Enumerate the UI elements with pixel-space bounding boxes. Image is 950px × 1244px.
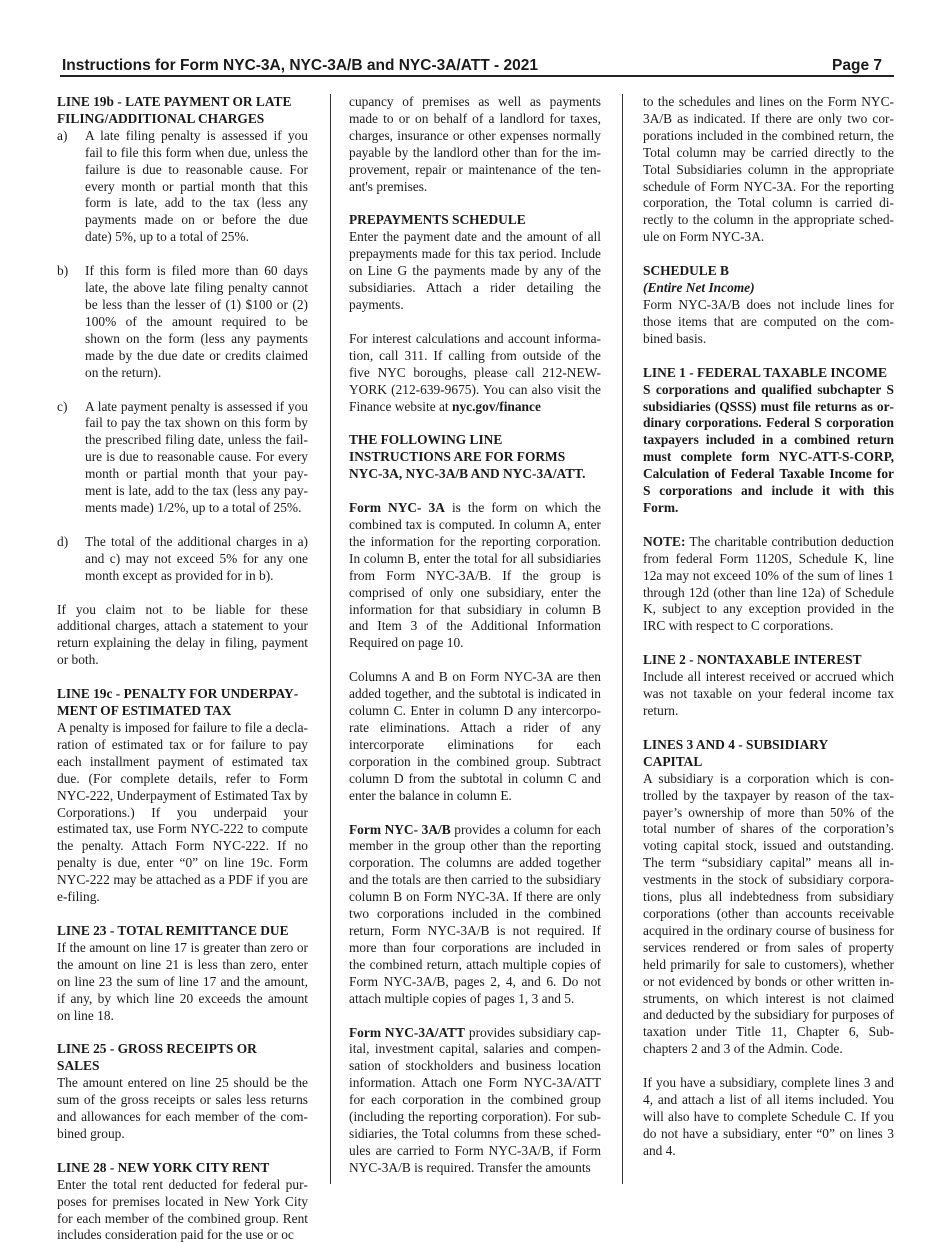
form-3ab-paragraph: Form NYC- 3A/B provides a column for each member in the group other than the reporting corporation. The columns are added together and the totals are then carried to the subsidiary column B on Form NYC-3A. If there are only two corporations included in the combined return, Form NYC-3A/B is not required. If more than four corporations are included in the combined return, attach multiple copies of Form NYC-3A/B, pages 2, 4, and 6. Do not attach multiple copies of pages 1, 3 and 5. xyxy=(349,821,601,1006)
closing-paragraph: If you have a subsidiary, complete lines 3 and 4, and attach a list of all items included. You will also have to complete Schedule C. If you do not have a subsidiary, enter “0” on lines 3 and 4. xyxy=(643,1075,894,1158)
lines3-4-heading: LINES 3 AND 4 - SUBSIDIARY CAPITAL xyxy=(643,736,829,769)
column-2 xyxy=(349,94,601,1177)
list-item-label: b) xyxy=(57,263,69,279)
line19c-heading: LINE 19c - PENALTY FOR UNDERPAYMENT OF ESTIMATED TAX xyxy=(57,686,299,719)
line25-body: The amount entered on line 25 should be the sum of the gross receipts or sales less returns and allowances for each member of the combined group. xyxy=(57,1075,308,1141)
line28-continued: cupancy of premises as well as payments made to or on behalf of a landlord for taxes, charges, insurance or other expenses normally payable by the landlord other than for the improvement, repair or maintenance of the tenant's premises. xyxy=(349,94,601,194)
line1-body: S corporations and qualified subchapter S subsidiaries (QSSS) must file returns as ordinary corporations. Federal S corporation taxpayers included in a combined return must complete form NYC-ATT-S-CORP, Calculation of Federal Taxable Income for S corporations and include it with this Form. xyxy=(643,381,894,515)
list-item-text: The total of the additional charges in a) and c) may not exceed 5% for any one month except as provided for in b). xyxy=(85,533,308,583)
page-number: Page 7 xyxy=(832,57,882,74)
columns-paragraph: Columns A and B on Form NYC-3A are then added together, and the subtotal is indicated in column C. Enter in column D any intercorporate eliminations. Attach a rider of any intercorporate eliminations for each corporation in the combined group. Subtract column D from the subtotal in column C and enter the balance in column E. xyxy=(349,669,601,803)
line28-heading: LINE 28 - NEW YORK CITY RENT xyxy=(57,1159,270,1175)
column-divider-2 xyxy=(622,94,623,1184)
line19b-after: If you claim not to be liable for these additional charges, attach a statement to your return explaining the delay in filing, payment or both. xyxy=(57,601,308,668)
line23-body: If the amount on line 17 is greater than zero or the amount on line 21 is less than zero, enter on line 23 the sum of line 17 and the amount, if any, by which line 20 exceeds the amount on line 18. xyxy=(57,939,308,1023)
form-3aatt-paragraph: Form NYC-3A/ATT provides subsidiary capital, investment capital, salaries and compensation of stockholders and business location information. Attach one Form NYC-3A/ATT for each corporation in the combined group (including the reporting corporation). For subsidiaries, the Total columns from these schedules are carried to Form NYC-3A/B, if Form NYC-3A/B is required. Transfer the amounts xyxy=(349,1024,601,1175)
header-rule xyxy=(60,75,894,77)
line19c-body: A penalty is imposed for failure to file a declaration of estimated tax or for failure to pay each installment payment of estimated tax due. (For complete details, refer to Form NYC-222, Underpayment of Estimated Tax by Corporations.) If you underpaid your estimated tax, use Form NYC-222 to compute the penalty. Attach Form NYC-222. If no penalty is due, enter “0” on line 19c. Form NYC-222 may be attached as a PDF if you are e-filing. xyxy=(57,720,308,905)
list-item-label: a) xyxy=(57,127,68,143)
form-3aatt-continued: to the schedules and lines on the Form NYC-3A/B as indicated. If there are only two corporations included in the combined return, the Total column may be carried directly to the Total Subsidiaries column in the appropriate schedule of Form NYC-3A. For the reporting corporation, the Total column is carried directly to the column in the appropriate schedule on Form NYC-3A. xyxy=(643,94,894,245)
column-divider-1 xyxy=(330,94,331,1184)
note-paragraph: NOTE: The charitable contribution deduction from federal Form 1120S, Schedule K, line 12a may not exceed 10% of the sum of lines 1 through 12d (other than line 12a) of Schedule K, subject to any exception provided in the IRC with respect to C corporations. xyxy=(643,533,894,634)
schedule-b-body: Form NYC-3A/B does not include lines for those items that are computed on the combined basis. xyxy=(643,296,894,346)
line2-heading: LINE 2 - NONTAXABLE INTEREST xyxy=(643,652,862,668)
line2-body: Include all interest received or accrued which was not taxable on your federal income tax return. xyxy=(643,669,894,718)
prepayments-body: Enter the payment date and the amount of all prepayments made for this tax period. Include on Line G the payments made by any of the subsidiaries. Attach a rider detailing the payments. xyxy=(349,229,601,312)
schedule-b-subheading: (Entire Net Income) xyxy=(643,280,755,296)
form-3a-paragraph: Form NYC- 3A is the form on which the combined tax is computed. In column A, enter the information for the reporting corporation. In column B, enter the total for all subsidiaries from Form NYC-3A/B. If the group is comprised of only one subsidiary, enter the information for that subsidiary in column B and Item 3 of the Additional Information Required on page 10. xyxy=(349,500,601,651)
list-item xyxy=(57,263,308,381)
list-item xyxy=(57,534,308,585)
page-header xyxy=(60,54,894,76)
list-item xyxy=(57,399,308,517)
following-instructions-heading: THE FOLLOWING LINE INSTRUCTIONS ARE FOR FORMS NYC-3A, NYC-3A/B AND NYC-3A/ATT. xyxy=(349,432,586,482)
lines3-4-body: A subsidiary is a corporation which is controlled by the taxpayer by reason of the taxpayer’s ownership of more than 50% of the total number of shares of the corporation’s voting capital stock, issued and outstanding. The term “subsidiary capital” means all investments in the stock of subsidiary corporations, plus all indebtedness from subsidiary corporations (other than accounts receivable acquired in the ordinary course of business for services rendered or from sales of property held primarily for sale to customers), whether or not evidenced by bonds or other written instruments, on which interest is not claimed and deducted by the subsidiary for purposes of taxation under Title 11, Chapter 6, Subchapters 2 and 3 of the Admin. Code. xyxy=(643,770,894,1057)
interest-paragraph: For interest calculations and account information, call 311. If calling from outside of the five NYC boroughs, please call 212-NEW-YORK (212-639-9675). You can also visit the Finance website at nyc.gov/finance xyxy=(349,330,601,414)
list-item-label: c) xyxy=(57,398,68,414)
line19b-list xyxy=(57,128,308,585)
line1-heading: LINE 1 - FEDERAL TAXABLE INCOME xyxy=(643,364,887,380)
line25-heading: LINE 25 - GROSS RECEIPTS OR SALES xyxy=(57,1041,257,1074)
document-title: Instructions for Form NYC-3A, NYC-3A/B and NYC-3A/ATT - 2021 xyxy=(62,57,538,74)
list-item xyxy=(57,128,308,246)
schedule-b-heading: SCHEDULE B xyxy=(643,263,729,279)
list-item-text: A late filing penalty is assessed if you fail to file this form when due, unless the failure is due to reasonable cause. For every month or partial month that this form is late, add to the tax (less any payments made on or before the due date) 5%, up to a total of 25%. xyxy=(85,127,308,245)
line28-body: Enter the total rent deducted for federal purposes for premises located in New York City for each member of the combined group. Rent includes consideration paid for the use or oc xyxy=(57,1176,308,1243)
column-3 xyxy=(643,94,894,1160)
list-item-text: If this form is filed more than 60 days late, the above late filing penalty cannot be less than the lesser of (1) $100 or (2) 100% of the amount required to be shown on the form (less any payments made by the due date or credits claimed on the return). xyxy=(85,263,308,380)
line19b-heading: LINE 19b - LATE PAYMENT OR LATE FILING/ADDITIONAL CHARGES xyxy=(57,94,292,126)
column-1 xyxy=(57,94,308,1244)
line23-heading: LINE 23 - TOTAL REMITTANCE DUE xyxy=(57,922,289,938)
list-item-text: A late payment penalty is assessed if you fail to pay the tax shown on this form by the prescribed filing date, unless the failure is due to reasonable cause. For every month or partial month that your payment is late, add to the tax (less any payments made) 1/2%, up to a total of 25%. xyxy=(85,398,308,515)
list-item-label: d) xyxy=(57,533,69,549)
prepayments-heading: PREPAYMENTS SCHEDULE xyxy=(349,212,526,228)
finance-website-link[interactable]: nyc.gov/finance xyxy=(452,398,541,414)
